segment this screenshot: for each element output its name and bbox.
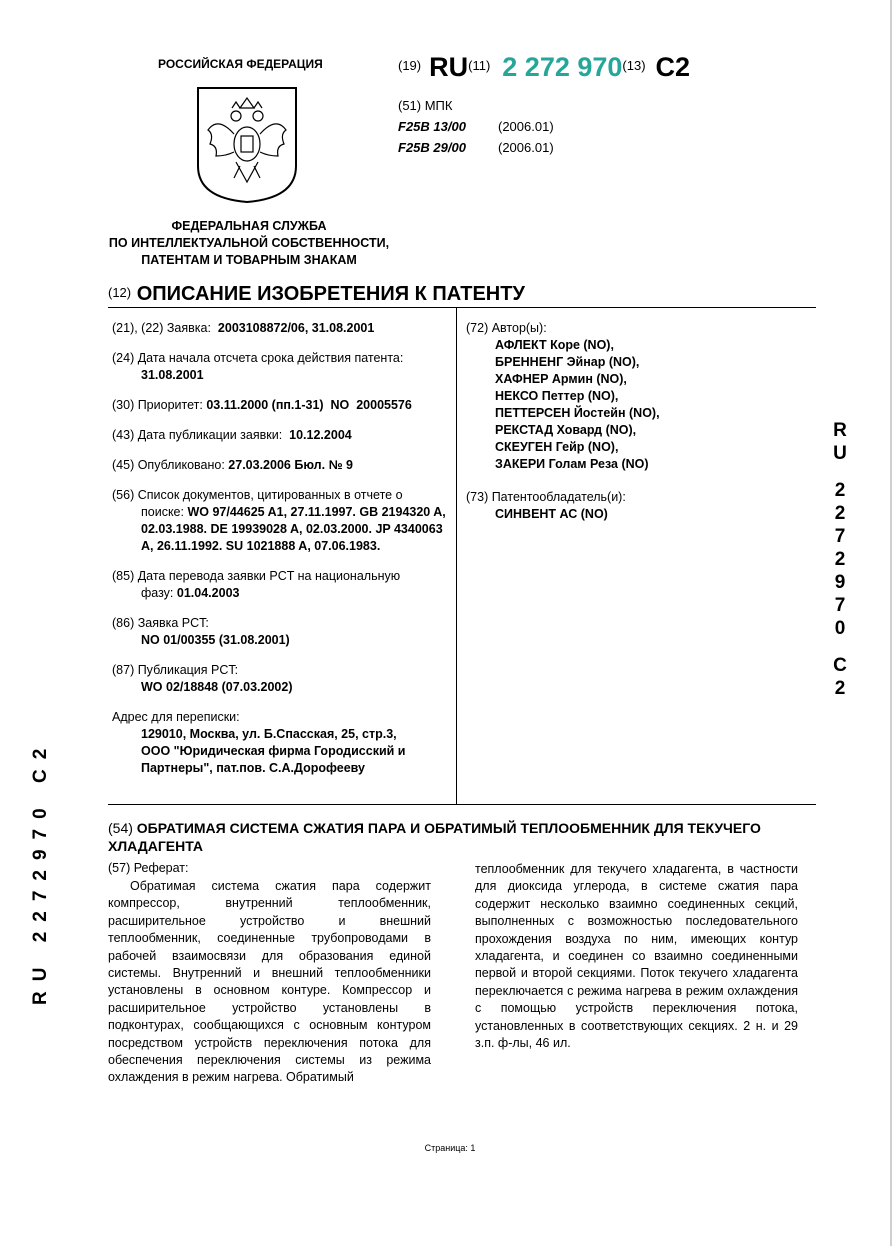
- ipc-row: [398, 137, 554, 158]
- russian-emblem-icon: [196, 86, 298, 204]
- field-86: [112, 615, 452, 649]
- side-char: 2: [834, 549, 846, 570]
- inid-54: (54): [108, 820, 133, 836]
- bibliographic-right: [466, 320, 806, 523]
- field-value: WO 02/18848 (07.03.2002): [141, 680, 293, 694]
- author: ПЕТТЕРСЕН Йостейн (NO),: [495, 406, 660, 420]
- field-label: (87) Публикация PCT:: [112, 663, 239, 677]
- field-value: WO 97/44625 A1, 27.11.1997. GB 2194320 A, 02.03.1988. DE 19939028 A, 02.03.2000. JP 4340063 A, 26.11.1992. SU 1021888 A, 07.06.1983.: [141, 505, 446, 553]
- field-label: (30) Приоритет:: [112, 398, 203, 412]
- inid-13: (13): [622, 58, 646, 73]
- abstract-label: (57) Реферат:: [108, 861, 189, 875]
- field-label: (72) Автор(ы):: [466, 321, 547, 335]
- field-label: (24) Дата начала отсчета срока действия патента:: [112, 351, 404, 365]
- side-char: 2: [834, 503, 846, 524]
- side-char: 9: [834, 572, 846, 593]
- side-char: C: [833, 655, 847, 676]
- ipc-label: (51) МПК: [398, 98, 453, 113]
- ipc-class: F25B 29/00: [398, 140, 466, 155]
- author: БРЕННЕНГ Эйнар (NO),: [495, 355, 640, 369]
- author: СКЕУГЕН Гейр (NO),: [495, 440, 619, 454]
- field-label: (56) Список документов, цитированных в отчете о: [112, 488, 403, 502]
- side-char: 7: [834, 595, 846, 616]
- invention-title-text: ОБРАТИМАЯ СИСТЕМА СЖАТИЯ ПАРА И ОБРАТИМЫЙ ТЕПЛООБМЕННИК ДЛЯ ТЕКУЧЕГО ХЛАДАГЕНТА: [108, 820, 761, 854]
- ipc-row: [398, 116, 554, 137]
- field-label: поиске:: [141, 505, 184, 519]
- field-label: (85) Дата перевода заявки PCT на национальную: [112, 569, 401, 583]
- patent-owner: СИНВЕНТ АС (NO): [495, 507, 608, 521]
- field-value: 27.03.2006 Бюл. № 9: [228, 458, 353, 472]
- side-label-left: RU 2272970 C2: [30, 738, 51, 1005]
- ipc-class: F25B 13/00: [398, 119, 466, 134]
- field-87: [112, 662, 452, 696]
- abstract-text-right: теплообменник для текучего хладагента, в частности для диоксида углерода, в системе сжатия пара содержит несколько взаимно соединенных секций, выполненных с возможностью последовательного прохождения воздуха по ним, имеющих контур хладагента, и соединен со взаимно соединенными первой и второй секциями. Поток текучего хладагента переключается с режима нагрева в режим охлаждения с помощью устройств переключения потока, установленных в соответствующих секциях. 2 н. и 29 з.п. ф-лы, 46 ил.: [475, 862, 798, 1051]
- page-number: Страница: 1: [424, 1143, 476, 1153]
- correspondence-address: [112, 709, 452, 777]
- agency-line: ПО ИНТЕЛЛЕКТУАЛЬНОЙ СОБСТВЕННОСТИ,: [108, 236, 390, 250]
- title-text: ОПИСАНИЕ ИЗОБРЕТЕНИЯ К ПАТЕНТУ: [136, 283, 525, 305]
- side-char: U: [833, 443, 847, 464]
- divider-bottom: [108, 804, 816, 805]
- field-value: 01.04.2003: [176, 586, 240, 600]
- field-label: (43) Дата публикации заявки:: [112, 428, 283, 442]
- address-line: ООО "Юридическая фирма Городисский и: [141, 744, 406, 758]
- inid-12: (12): [108, 285, 132, 300]
- field-21: [112, 320, 452, 337]
- side-char: 7: [834, 526, 846, 547]
- divider-column: [456, 307, 457, 804]
- agency-line: ФЕДЕРАЛЬНАЯ СЛУЖБА: [171, 219, 327, 233]
- author: НЕКСО Петтер (NO),: [495, 389, 619, 403]
- side-char: 2: [834, 678, 846, 699]
- bibliographic-left: [112, 320, 452, 790]
- field-43: [112, 427, 452, 444]
- author: АФЛЕКТ Коре (NO),: [495, 338, 614, 352]
- field-label: фазу:: [141, 586, 174, 600]
- page-edge: [890, 0, 892, 1246]
- agency-line: ПАТЕНТАМ И ТОВАРНЫМ ЗНАКАМ: [141, 253, 357, 267]
- field-24: [112, 350, 452, 384]
- field-30: [112, 397, 452, 414]
- field-45: [112, 457, 452, 474]
- document-title: [108, 283, 525, 306]
- field-value: 10.12.2004: [289, 428, 352, 442]
- field-value: 03.11.2000 (пп.1-31) NO 20005576: [206, 398, 412, 412]
- field-label: (45) Опубликовано:: [112, 458, 225, 472]
- field-73: [466, 489, 806, 523]
- field-label: Адрес для переписки:: [112, 710, 240, 724]
- inid-11: (11): [468, 58, 491, 73]
- field-label: (86) Заявка PCT:: [112, 616, 209, 630]
- author: ЗАКЕРИ Голам Реза (NO): [495, 457, 649, 471]
- ipc-block: [398, 95, 554, 158]
- address-line: 129010, Москва, ул. Б.Спасская, 25, стр.3,: [141, 727, 397, 741]
- country-code: RU: [429, 52, 469, 82]
- invention-title: [108, 819, 818, 855]
- agency-name: [90, 218, 408, 269]
- field-value: 31.08.2001: [141, 368, 204, 382]
- side-char: 2: [834, 480, 846, 501]
- field-56: [112, 487, 452, 555]
- kind-code: C2: [655, 52, 691, 82]
- side-char: R: [833, 420, 847, 441]
- field-85: [112, 568, 452, 602]
- country-heading: РОССИЙСКАЯ ФЕДЕРАЦИЯ: [158, 57, 323, 71]
- abstract-text-left: Обратимая система сжатия пара содержит компрессор, внутренний теплообменник, расширительное устройство и внешний теплообменник, соединенные трубопроводами в рабочей взаимосвязи для образования единой системы. Внутренний и внешний теплообменники установлены в основном контуре. Компрессор и расширительное устройство установлены в подконтурах, сообщающихся с основным контуром посредством устройств переключения потока для обеспечения переключения системы из режима охлаждения в режим нагрева. Обратимый: [108, 879, 431, 1085]
- divider-top: [108, 307, 816, 308]
- side-label-right: [828, 420, 852, 701]
- field-value: 2003108872/06, 31.08.2001: [217, 321, 375, 335]
- field-value: NO 01/00355 (31.08.2001): [141, 633, 290, 647]
- patent-number: 2 272 970: [502, 52, 623, 82]
- author: РЕКСТАД Ховард (NO),: [495, 423, 637, 437]
- publication-number: [398, 52, 690, 92]
- field-label: (73) Патентообладатель(и):: [466, 490, 626, 504]
- ipc-version: (2006.01): [498, 119, 554, 134]
- author: ХАФНЕР Армин (NO),: [495, 372, 627, 386]
- side-char: 0: [834, 618, 846, 639]
- address-line: Партнеры", пат.пов. С.А.Дорофееву: [141, 761, 365, 775]
- inid-19: (19): [398, 58, 422, 73]
- field-label: (21), (22) Заявка:: [112, 321, 211, 335]
- field-72: [466, 320, 806, 473]
- ipc-version: (2006.01): [498, 140, 554, 155]
